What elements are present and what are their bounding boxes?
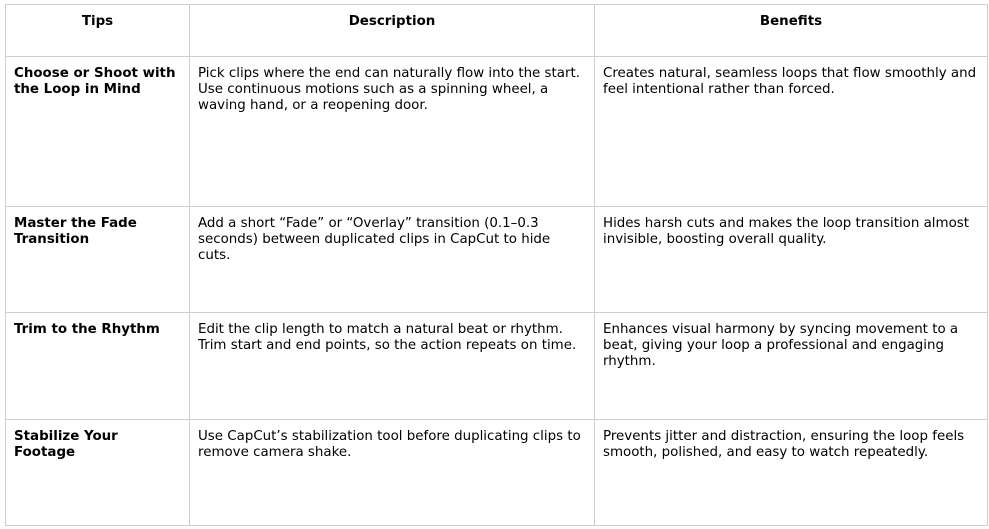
description-cell: Add a short “Fade” or “Overlay” transition (0.1–0.3 seconds) between duplicated clips in CapCut to hide cuts. — [190, 207, 595, 313]
tip-cell: Choose or Shoot with the Loop in Mind — [6, 57, 190, 207]
tip-cell: Master the Fade Transition — [6, 207, 190, 313]
table-row — [6, 207, 988, 313]
table-header-row — [6, 5, 988, 57]
description-cell: Use CapCut’s stabilization tool before duplicating clips to remove camera shake. — [190, 420, 595, 526]
column-header-description: Description — [190, 5, 595, 57]
benefits-cell: Creates natural, seamless loops that flow smoothly and feel intentional rather than forced. — [595, 57, 988, 207]
tips-table — [5, 4, 988, 526]
benefits-cell: Prevents jitter and distraction, ensuring the loop feels smooth, polished, and easy to watch repeatedly. — [595, 420, 988, 526]
table-row — [6, 420, 988, 526]
tip-cell: Trim to the Rhythm — [6, 313, 190, 420]
benefits-cell: Enhances visual harmony by syncing movement to a beat, giving your loop a professional and engaging rhythm. — [595, 313, 988, 420]
tip-cell: Stabilize Your Footage — [6, 420, 190, 526]
description-cell: Edit the clip length to match a natural beat or rhythm. Trim start and end points, so the action repeats on time. — [190, 313, 595, 420]
table-row — [6, 57, 988, 207]
table-row — [6, 313, 988, 420]
benefits-cell: Hides harsh cuts and makes the loop transition almost invisible, boosting overall quality. — [595, 207, 988, 313]
column-header-benefits: Benefits — [595, 5, 988, 57]
column-header-tips: Tips — [6, 5, 190, 57]
description-cell: Pick clips where the end can naturally flow into the start. Use continuous motions such as a spinning wheel, a waving hand, or a reopening door. — [190, 57, 595, 207]
